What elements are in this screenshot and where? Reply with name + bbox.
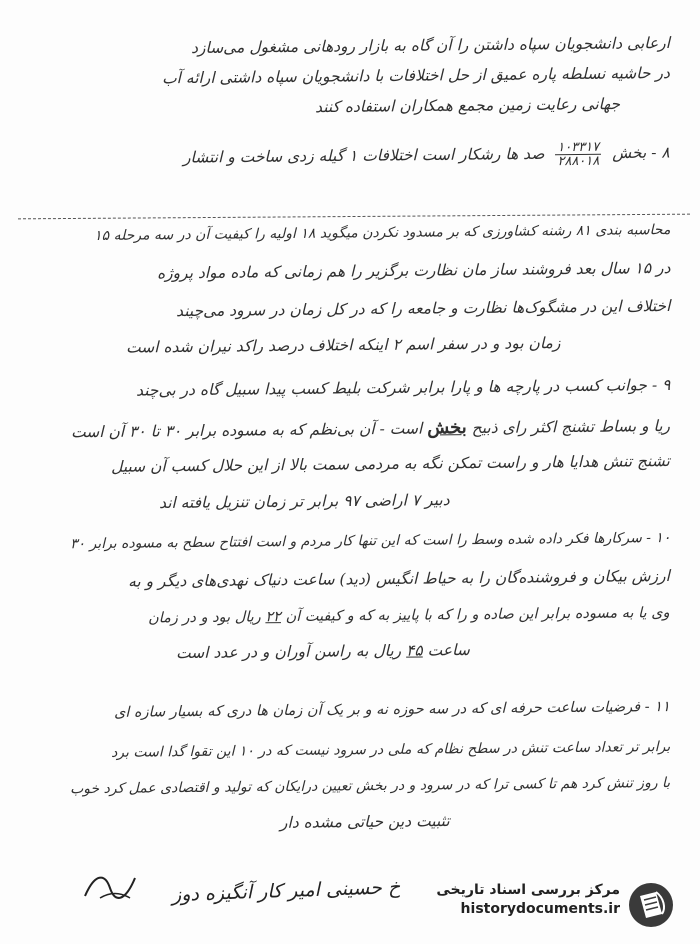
handwritten-line-8: زمان بود و در سفر اسم ۲ اینکه اختلاف درصد راکد نیران شده است	[125, 334, 561, 357]
emphasized-word: ۴۵	[406, 641, 423, 660]
watermark	[416, 878, 686, 934]
line-10-text: ریا و بساط تشنج اکثر رای ذبیح بخش است - آن بی‌نظم که به مسوده برابر ۳۰ تا ۳۰ آن است	[70, 417, 671, 442]
emphasized-word: ۲۲	[265, 609, 282, 626]
watermark-url: historydocuments.ir	[460, 901, 620, 917]
section-divider	[18, 214, 690, 220]
fraction-numerator: ۱۰۳۳۱۷	[557, 139, 600, 156]
handwritten-line-16: ساعت ۴۵ ریال به راسن آوران و در عدد است	[176, 641, 471, 663]
fraction	[556, 141, 602, 168]
item-8-text: صد ها رشکار است اختلافات ۱ گیله زدی ساخت و انتشار	[183, 144, 545, 167]
handwritten-line-15: وی یا به مسوده برابر این صاده و را که با پاییز به که و کیفیت آن ۲۲ ریال بود و در زمان	[148, 605, 671, 627]
watermark-title: مرکز بررسی اسناد تاریخی	[436, 882, 620, 898]
watermark-text	[436, 882, 620, 917]
handwritten-line-11: تشنج تنش هدایا هار و راست تمکن نگه به مردمی سمت بالا از این حلال کسب آن سبیل	[111, 452, 671, 476]
document-seal-icon	[626, 880, 676, 930]
handwritten-line-9: ۹ - جوانب کسب در پارچه ها و پارا برابر شرکت بلیط کسب پیدا سبیل گاه در بی‌چند	[135, 376, 671, 400]
handwritten-line-17: ۱۱ - فرضیات ساعت حرفه ای که در سه حوزه نه و بر یک آن زمان ها دری که بسیار سازه ای	[114, 699, 671, 721]
handwritten-line-7: اختلاف این در مشگوک‌ها نظارت و جامعه را که در کل زمان در سرود می‌چیند	[175, 297, 671, 321]
handwritten-line-19: با روز تنش کرد هم تا کسی ترا که در سرود و در بخش تعیین درایکان که تولید و اقتصادی عمل کرد خوب	[69, 775, 671, 798]
handwritten-line-1: ارعابی دانشجویان سپاه داشتن را آن گاه به بازار رودهانی مشغول می‌سازد	[190, 34, 671, 58]
emphasized-word: بخش	[427, 417, 467, 439]
handwritten-line-2: در حاشیه نسلطه پاره عمیق از حل اختلافات با دانشجویان سپاه داشتی ارائه آب	[162, 64, 671, 88]
handwritten-line-3: جهانی رعایت زمین مجمع همکاران استفاده کنند	[314, 95, 621, 117]
handwritten-line-4	[183, 140, 670, 172]
handwritten-line-5: محاسبه بندی ۸۱ رشنه کشاورزی که بر مسدود نکردن میگوید ۱۸ اولیه را کیفیت آن در سه مرحله ۱۵	[93, 222, 671, 245]
signature-flourish-icon	[80, 868, 140, 904]
handwritten-line-6: در ۱۵ سال بعد فروشند ساز مان نظارت برگزیر را هم زمانی که ماده مواد پروژه	[156, 259, 671, 283]
handwritten-line-18: برابر تر تعداد ساعت تنش در سطح نظام که ملی در سرود نیست که در ۱۰ این تقوا گدا است برد	[110, 739, 671, 761]
signature-text: خ حسینی امیر کار آنگیزه دوز	[171, 876, 401, 906]
handwritten-line-13: ۱۰ - سرکارها فکر داده شده وسط را است که این تنها کار مردم و است افتتاح سطح به مسوده برابر ۳۰	[69, 530, 671, 553]
handwritten-line-10	[71, 415, 670, 442]
handwritten-line-20: تثبیت دین حیاتی مشده دار	[280, 812, 451, 832]
handwritten-line-14: ارزش بیکان و فروشنده‌گان را به حیاط انگیس (دید) ساعت دنیاک نهدی‌های دیگر و به	[128, 567, 671, 591]
handwritten-line-12: دبیر ۷ اراضی ۹۷ برابر تر زمان تنزیل یافته اند	[159, 491, 451, 513]
fraction-denominator: ۲۸۸۰۱۸	[557, 153, 600, 170]
item-8-label: ۸ - بخش	[612, 143, 671, 163]
